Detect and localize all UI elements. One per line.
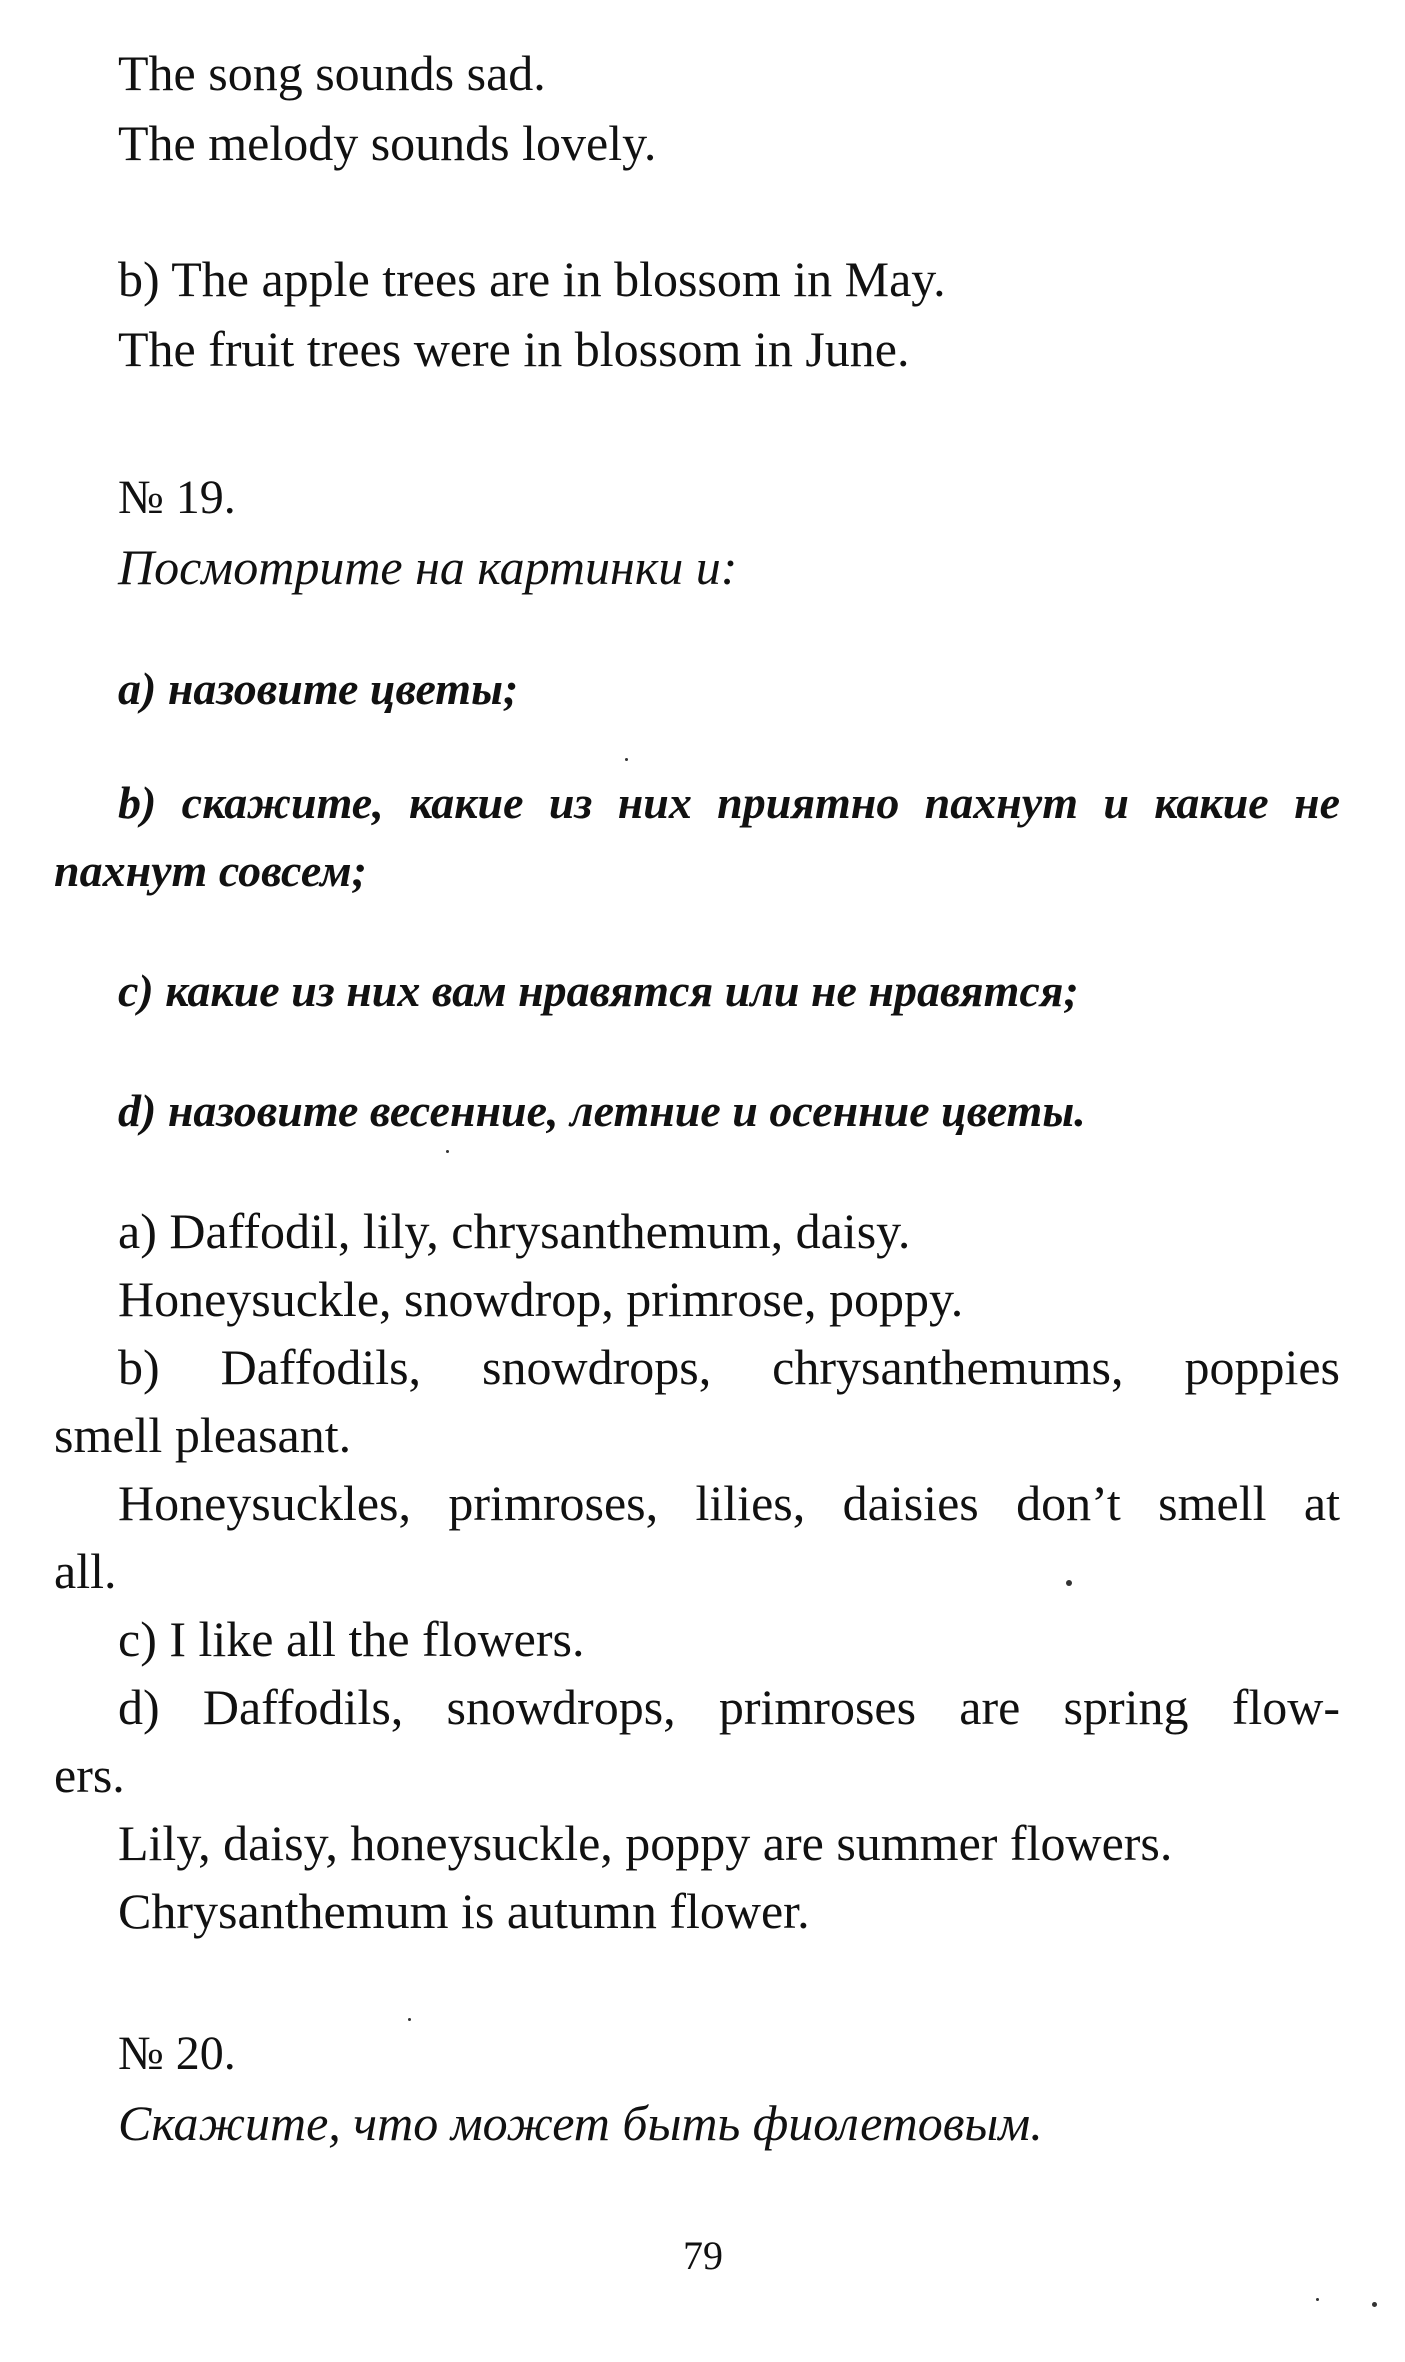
answer-line: ers. xyxy=(54,1747,125,1803)
text-line: The melody sounds lovely. xyxy=(118,115,657,171)
task-item: a) назовите цветы; xyxy=(118,663,519,714)
task-item: c) какие из них вам нравятся или не нравятся; xyxy=(118,965,1079,1016)
exercise-instruction: Скажите, что может быть фиолетовым. xyxy=(118,2095,1043,2151)
text-line: b) The apple trees are in blossom in May. xyxy=(118,251,946,307)
answer-line: smell pleasant. xyxy=(54,1407,352,1463)
scan-speck xyxy=(1372,2302,1377,2307)
answer-line: a) Daffodil, lily, chrysanthemum, daisy. xyxy=(118,1203,911,1259)
exercise-number: № 19. xyxy=(118,471,236,524)
scan-speck xyxy=(408,2018,411,2021)
answer-line: Lily, daisy, honeysuckle, poppy are summer flowers. xyxy=(118,1815,1173,1871)
text-line: The fruit trees were in blossom in June. xyxy=(118,321,910,377)
answer-line: Honeysuckle, snowdrop, primrose, poppy. xyxy=(118,1271,964,1327)
answer-line: Chrysanthemum is autumn flower. xyxy=(118,1883,810,1939)
task-item: b) скажите, какие из них приятно пахнут и какие не xyxy=(118,777,1340,828)
task-item: d) назовите весенние, летние и осенние цветы. xyxy=(118,1085,1086,1136)
answer-line: d) Daffodils, snowdrops, primroses are spring flow- xyxy=(118,1679,1340,1735)
answer-line: Honeysuckles, primroses, lilies, daisies don’t smell at xyxy=(118,1475,1340,1531)
scan-speck xyxy=(625,758,628,761)
task-item-continuation: пахнут совсем; xyxy=(54,845,367,896)
text-line: The song sounds sad. xyxy=(118,45,546,101)
scan-speck xyxy=(446,1150,449,1153)
scan-speck xyxy=(1066,1580,1072,1586)
scan-speck xyxy=(1316,2298,1319,2301)
answer-line: c) I like all the flowers. xyxy=(118,1611,585,1667)
page-number: 79 xyxy=(683,2233,723,2278)
answer-line: all. xyxy=(54,1543,117,1599)
exercise-instruction: Посмотрите на картинки и: xyxy=(118,539,738,595)
answer-line: b) Daffodils, snowdrops, chrysanthemums, poppies xyxy=(118,1339,1340,1395)
exercise-number: № 20. xyxy=(118,2027,236,2080)
